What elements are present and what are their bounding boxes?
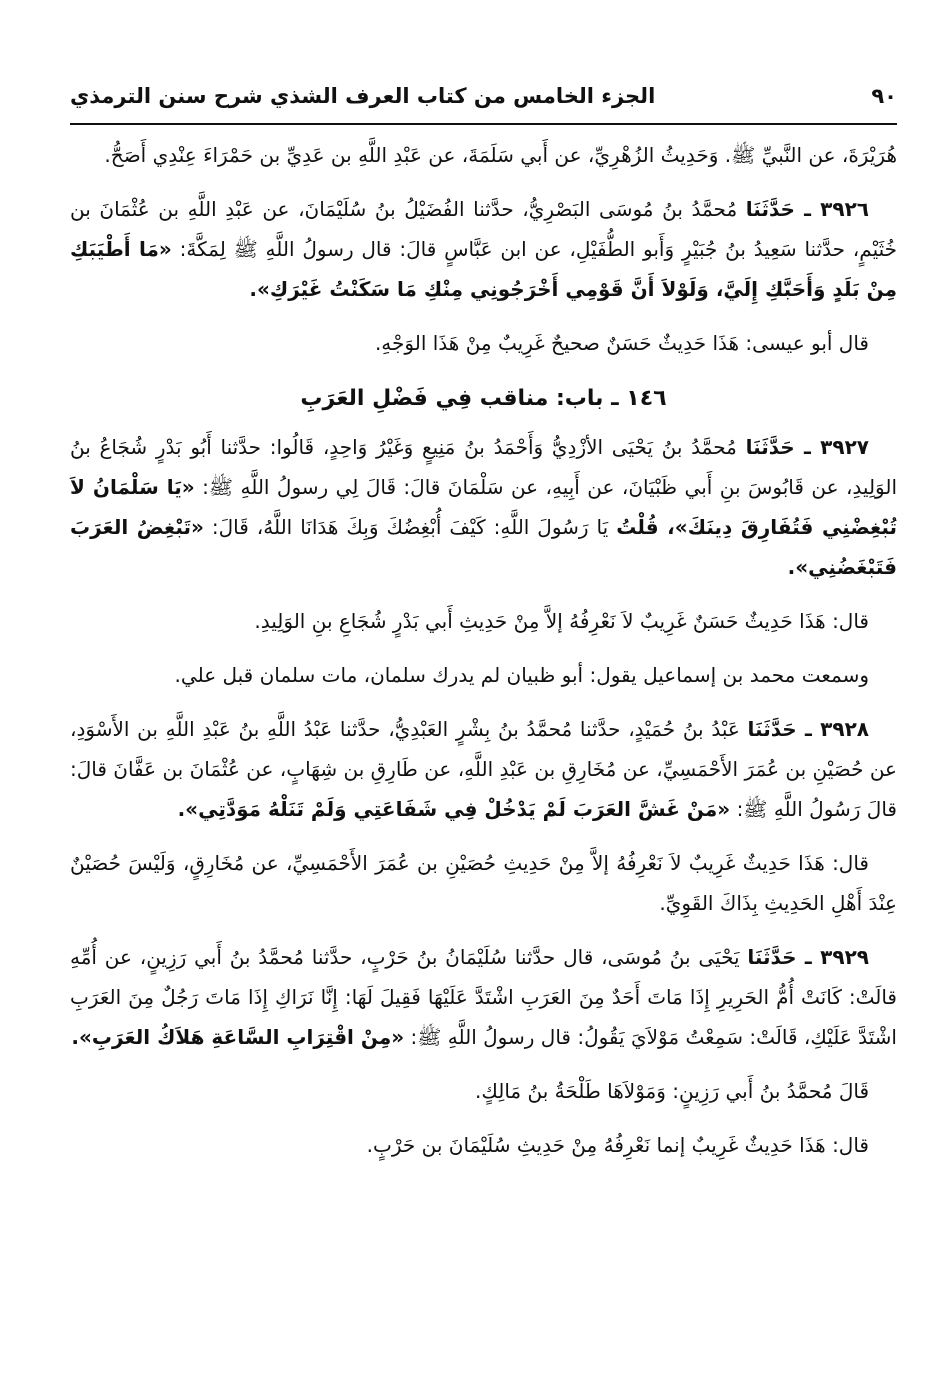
- page-number: ٩٠: [871, 84, 897, 108]
- isnad-text: مُحمَّدُ بنُ يَحْيَى الأزْدِيُّ وَأَحْمَدُ بنُ مَنِيعٍ وَغَيْرُ وَاحِدٍ، قَالُوا: حدَّثنا أَبُو بَدْرٍ شُجَاعُ بنُ الوَلِيدِ، عن قَابُوسَ بنِ أَبي ظَبْيَانَ، عن أَبِيهِ، عن سَلْمَانَ قالَ: قَالَ لِي رسولُ اللَّهِ ﷺ:: [70, 435, 898, 499]
- matn-quote: «مَنْ غَشَّ العَرَبَ لَمْ يَدْخُلْ فِي شَفَاعَتِي وَلَمْ تَنَلْهُ مَوَدَّتِي».: [177, 797, 731, 821]
- page-body: [70, 135, 897, 1179]
- matn-quote: «تَبْغِضُ العَرَبَ فَتَبْغَضُنِي».: [70, 515, 897, 579]
- matn-quote: «مِنْ اقْتِرَابِ السَّاعَةِ هَلاَكُ العَرَبِ».: [71, 1025, 405, 1049]
- hadith-number: ٣٩٢٨: [820, 717, 869, 741]
- hadith-number: ٣٩٢٦: [820, 197, 869, 221]
- hadith-number: ٣٩٢٧: [820, 435, 869, 459]
- hadith-3927: ٣٩٢٧ ـ حَدَّثَنَا مُحمَّدُ بنُ يَحْيَى الأزْدِيُّ وَأَحْمَدُ بنُ مَنِيعٍ وَغَيْرُ وَاحِدٍ، قَالُوا: حدَّثنا أَبُو بَدْرٍ شُجَاعُ بنُ الوَلِيدِ، عن قَابُوسَ بنِ أَبي ظَبْيَانَ، عن أَبِيهِ، عن سَلْمَانَ قالَ: قَالَ لِي رسولُ اللَّهِ ﷺ: «يَا سَلْمَانُ لاَ تُبْغِضْنِي فَتُفَارِقَ دِينَكَ»، قُلْتُ يَا رَسُولَ اللَّهِ: كَيْفَ أُبْغِضُكَ وَبِكَ هَدَانَا اللَّهُ، قَالَ: «تَبْغِضُ العَرَبَ فَتَبْغَضُنِي».: [70, 435, 898, 579]
- haddathana-word: حَدَّثَنَا: [747, 717, 797, 741]
- hadith-3926: ٣٩٢٦ ـ حَدَّثَنَا مُحمَّدُ بنُ مُوسَى البَصْرِيُّ، حدَّثنا الفُضَيْلُ بنُ سُلَيْمَانَ، عن عَبْدِ اللَّهِ بن عُثْمَانَ بن خُثَيْمٍ، حدَّثنا سَعِيدُ بنُ جُبَيْرٍ وَأَبو الطُّفَيْلِ، عن ابن عَبَّاسٍ قالَ: قال رسولُ اللَّهِ ﷺ لِمَكَّةَ: «مَا أَطْيَبَكِ مِنْ بَلَدٍ وَأَحَبَّكِ إِلَيَّ، وَلَوْلاَ أَنَّ قَوْمِي أَخْرَجُونِي مِنْكِ مَا سَكَنْتُ غَيْرَكِ».: [70, 197, 898, 301]
- grading-3927: قال: هَذَا حَدِيثٌ حَسَنٌ غَرِيبٌ لاَ نَعْرِفُهُ إلاَّ مِنْ حَدِيثِ أَبي بَدْرٍ شُجَاعِ بنِ الوَلِيدِ.: [254, 609, 869, 633]
- hadith-number: ٣٩٢٩: [820, 945, 869, 969]
- header-rule: [70, 123, 897, 125]
- isnad-text: عَبْدُ بنُ حُمَيْدٍ، حدَّثنا مُحمَّدُ بنُ بِشْرٍ العَبْدِيُّ، حدَّثنا عَبْدُ اللَّهِ بنُ عَبْدِ اللَّهِ بن الأَسْوَدِ، عن حُصَيْنِ بن عُمَرَ الأَحْمَسِيِّ، عن مُخَارِقِ بن عَبْدِ اللَّهِ، عن طَارِقِ بن شِهَابٍ، عن عُثْمَانَ بن عَفَّانَ قالَ: قالَ رَسُولُ اللَّهِ ﷺ:: [69, 717, 897, 821]
- haddathana-word: حَدَّثَنَا: [745, 197, 795, 221]
- chapter-heading: ١٤٦ ـ باب: مناقب فِي فَضْلِ العَرَبِ: [300, 386, 667, 411]
- matn-quote: «مَا أَطْيَبَكِ مِنْ بَلَدٍ وَأَحَبَّكِ إِلَيَّ، وَلَوْلاَ أَنَّ قَوْمِي أَخْرَجُونِي مِنْكِ مَا سَكَنْتُ غَيْرَكِ».: [70, 237, 897, 301]
- matn-quote: «يَا سَلْمَانُ لاَ تُبْغِضْنِي فَتُفَارِقَ دِينَكَ»، قُلْتُ: [70, 475, 898, 539]
- isnad-text: مُحمَّدُ بنُ مُوسَى البَصْرِيُّ، حدَّثنا الفُضَيْلُ بنُ سُلَيْمَانَ، عن عَبْدِ اللَّهِ بن عُثْمَانَ بن خُثَيْمٍ، حدَّثنا سَعِيدُ بنُ جُبَيْرٍ وَأَبو الطُّفَيْلِ، عن ابن عَبَّاسٍ قالَ: قال رسولُ اللَّهِ ﷺ لِمَكَّةَ:: [70, 197, 898, 261]
- hadith-3928: ٣٩٢٨ ـ حَدَّثَنَا عَبْدُ بنُ حُمَيْدٍ، حدَّثنا مُحمَّدُ بنُ بِشْرٍ العَبْدِيُّ، حدَّثنا عَبْدُ اللَّهِ بنُ عَبْدِ اللَّهِ بن الأَسْوَدِ، عن حُصَيْنِ بن عُمَرَ الأَحْمَسِيِّ، عن مُخَارِقِ بن عَبْدِ اللَّهِ، عن طَارِقِ بن شِهَابٍ، عن عُثْمَانَ بن عَفَّانَ قالَ: قالَ رَسُولُ اللَّهِ ﷺ: «مَنْ غَشَّ العَرَبَ لَمْ يَدْخُلْ فِي شَفَاعَتِي وَلَمْ تَنَلْهُ مَوَدَّتِي».: [69, 717, 897, 821]
- hadith-3929: ٣٩٢٩ ـ حَدَّثَنَا يَحْيَى بنُ مُوسَى، قال حدَّثنا سُلَيْمَانُ بنُ حَرْبٍ، حدَّثنا مُحمَّدُ بنُ أَبي رَزِينٍ، عن أُمِّهِ قالَتْ: كَانَتْ أُمُّ الحَرِيرِ إِذَا مَاتَ أَحَدٌ مِنَ العَرَبِ اشْتَدَّ عَلَيْهَا فَقِيلَ لَهَا: إِنَّا نَرَاكِ إِذَا مَاتَ رَجُلٌ مِنَ العَرَبِ اشْتَدَّ عَلَيْكِ، قَالَتْ: سَمِعْتُ مَوْلاَيَ يَقُولُ: قال رسولُ اللَّهِ ﷺ: «مِنْ اقْتِرَابِ السَّاعَةِ هَلاَكُ العَرَبِ».: [70, 945, 897, 1049]
- running-title: الجزء الخامس من كتاب العرف الشذي شرح سنن الترمذي: [70, 84, 656, 108]
- grading-3926: قال أبو عيسى: هَذَا حَدِيثٌ حَسَنٌ صحيحٌ غَرِيبٌ مِنْ هَذَا الوَجْهِ.: [374, 331, 869, 355]
- matn-middle: يَا رَسُولَ اللَّهِ: كَيْفَ أُبْغِضُكَ وَبِكَ هَدَانَا اللَّهُ، قَالَ:: [211, 515, 609, 539]
- paragraph-continuation: هُرَيْرَةَ، عن النَّبيِّ ﷺ. وَحَدِيثُ الزُهْرِيِّ، عن أَبي سَلَمَةَ، عن عَبْدِ اللَّهِ بن عَدِيِّ بن حَمْرَاءَ عِنْدِي أَصَحُّ.: [104, 143, 897, 167]
- haddathana-word: حَدَّثَنَا: [747, 945, 797, 969]
- grading-3929: قال: هَذَا حَدِيثٌ غَرِيبٌ إنما نَعْرِفُهُ مِنْ حَدِيثِ سُلَيْمَانَ بن حَرْبٍ.: [366, 1133, 869, 1157]
- note-3929: قَالَ مُحمَّدُ بنُ أَبي رَزِينٍ: وَمَوْلاَهَا طَلْحَةُ بنُ مَالِكٍ.: [475, 1079, 869, 1103]
- haddathana-word: حَدَّثَنَا: [745, 435, 795, 459]
- grading-3928: قال: هَذَا حَدِيثٌ غَرِيبٌ لاَ نَعْرِفُهُ إلاَّ مِنْ حَدِيثِ حُصَيْنِ بن عُمَرَ الأَحْمَسِيِّ، عن مُخَارِقٍ، وَلَيْسَ حُصَيْنٌ عِنْدَ أَهْلِ الحَدِيثِ بِذَاكَ القَوِيِّ.: [70, 851, 897, 915]
- isnad-text: يَحْيَى بنُ مُوسَى، قال حدَّثنا سُلَيْمَانُ بنُ حَرْبٍ، حدَّثنا مُحمَّدُ بنُ أَبي رَزِينٍ، عن أُمِّهِ قالَتْ: كَانَتْ أُمُّ الحَرِيرِ إِذَا مَاتَ أَحَدٌ مِنَ العَرَبِ اشْتَدَّ عَلَيْهَا فَقِيلَ لَهَا: إِنَّا نَرَاكِ إِذَا مَاتَ رَجُلٌ مِنَ العَرَبِ اشْتَدَّ عَلَيْكِ، قَالَتْ: سَمِعْتُ مَوْلاَيَ يَقُولُ: قال رسولُ اللَّهِ ﷺ:: [70, 945, 897, 1049]
- page-header: [70, 84, 897, 108]
- note-3927: وسمعت محمد بن إسماعيل يقول: أبو ظبيان لم يدرك سلمان، مات سلمان قبل علي.: [174, 663, 869, 687]
